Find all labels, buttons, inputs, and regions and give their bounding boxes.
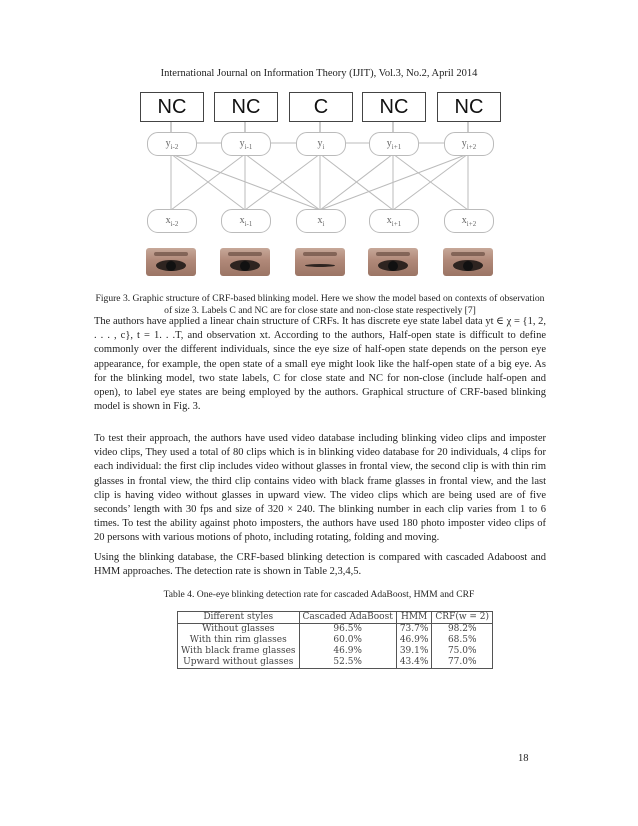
body-paragraph: Using the blinking database, the CRF-based blinking detection is compared with cascaded Adaboost and HMM approaches. The detection rate is shown in Table 2,3,4,5. xyxy=(94,552,546,578)
table-cell: Without glasses xyxy=(178,624,300,636)
body-paragraph: To test their approach, the authors have used video database including blinking video clips and imposter video clips, They used a total of 80 clips which is in blinking video database for 20 individuals, 4 clips for each individual: the first clip includes video without glasses in frontal view, the second clip is with thin rim glasses in frontal view, the third clip contains video with black frame glasses in frontal view, and the last clip is having video without glasses in upward view. The video clips which are being used are of five seconds’ length with 30 fps and size of 320 × 240. The blinking number in each clip varies from 1 to 6 times. To test the ability against photo imposters, the authors have used 180 photo imposter video clips of 20 persons with various motions of photo, including rotating, folding and moving. xyxy=(94,433,546,544)
table-cell: 98.2% xyxy=(432,624,493,636)
table-row xyxy=(178,624,493,636)
column-header: HMM xyxy=(396,612,432,624)
table-row xyxy=(178,635,493,646)
table-cell: 75.0% xyxy=(432,646,493,657)
table-cell: Upward without glasses xyxy=(178,657,300,669)
body-paragraph: The authors have applied a linear chain structure of CRFs. It has discrete eye state label data yt ∈ χ = {1, 2, . . . , c}, t = 1. . .T, and observation xt. According to the authors, Half-open state is difficult to define commonly over the different individuals, since the eye size of half-open state depends on the person eye appearance, for example, the open state of a small eye might look like the half-open state of a big eye. As for the blinking model, two state labels, C for close state and NC for non-close (include half-open and open), to label eye states are being employed by the authors. Graphical structure of CRF-based blinking model is shown in Fig. 3. xyxy=(94,316,546,413)
table-cell: With black frame glasses xyxy=(178,646,300,657)
x-node: $x_{i+2}$ xyxy=(444,209,494,233)
page-number: 18 xyxy=(518,753,529,764)
y-node: $y_{i+2}$ xyxy=(444,132,494,156)
column-header: Different styles xyxy=(178,612,300,624)
table-cell: 43.4% xyxy=(396,657,432,669)
y-node: $y_i$ xyxy=(296,132,346,156)
eye-image-open xyxy=(146,248,196,276)
eye-image-open xyxy=(368,248,418,276)
x-node: $x_{i-1}$ xyxy=(221,209,271,233)
eye-image-closed xyxy=(295,248,345,276)
column-header: CRF(w = 2) xyxy=(432,612,493,624)
table-row xyxy=(178,646,493,657)
table-cell: With thin rim glasses xyxy=(178,635,300,646)
results-table xyxy=(177,611,493,669)
x-node: $x_{i-2}$ xyxy=(147,209,197,233)
table-cell: 39.1% xyxy=(396,646,432,657)
state-label: NC xyxy=(437,92,501,122)
table-cell: 68.5% xyxy=(432,635,493,646)
state-label: NC xyxy=(140,92,204,122)
y-node: $y_{i-2}$ xyxy=(147,132,197,156)
table-cell: 73.7% xyxy=(396,624,432,636)
table-row xyxy=(178,657,493,669)
crf-figure xyxy=(140,90,500,290)
state-label: C xyxy=(289,92,353,122)
y-node: $y_{i-1}$ xyxy=(221,132,271,156)
figure-caption: Figure 3. Graphic structure of CRF-based blinking model. Here we show the model based on contexts of observation of size 3. Labels C and NC are for close state and non-close state respectively [7] xyxy=(95,293,545,316)
table-caption: Table 4. One-eye blinking detection rate for cascaded AdaBoost, HMM and CRF xyxy=(163,589,475,600)
table-cell: 96.5% xyxy=(299,624,396,636)
x-node: $x_i$ xyxy=(296,209,346,233)
x-node: $x_{i+1}$ xyxy=(369,209,419,233)
eye-image-open xyxy=(220,248,270,276)
table-cell: 46.9% xyxy=(396,635,432,646)
table-cell: 77.0% xyxy=(432,657,493,669)
table-cell: 52.5% xyxy=(299,657,396,669)
table-header-row xyxy=(178,612,493,624)
state-label: NC xyxy=(214,92,278,122)
eye-image-open xyxy=(443,248,493,276)
journal-header: International Journal on Information Theory (IJIT), Vol.3, No.2, April 2014 xyxy=(160,68,478,79)
state-label: NC xyxy=(362,92,426,122)
table-cell: 46.9% xyxy=(299,646,396,657)
table-cell: 60.0% xyxy=(299,635,396,646)
column-header: Cascaded AdaBoost xyxy=(299,612,396,624)
y-node: $y_{i+1}$ xyxy=(369,132,419,156)
